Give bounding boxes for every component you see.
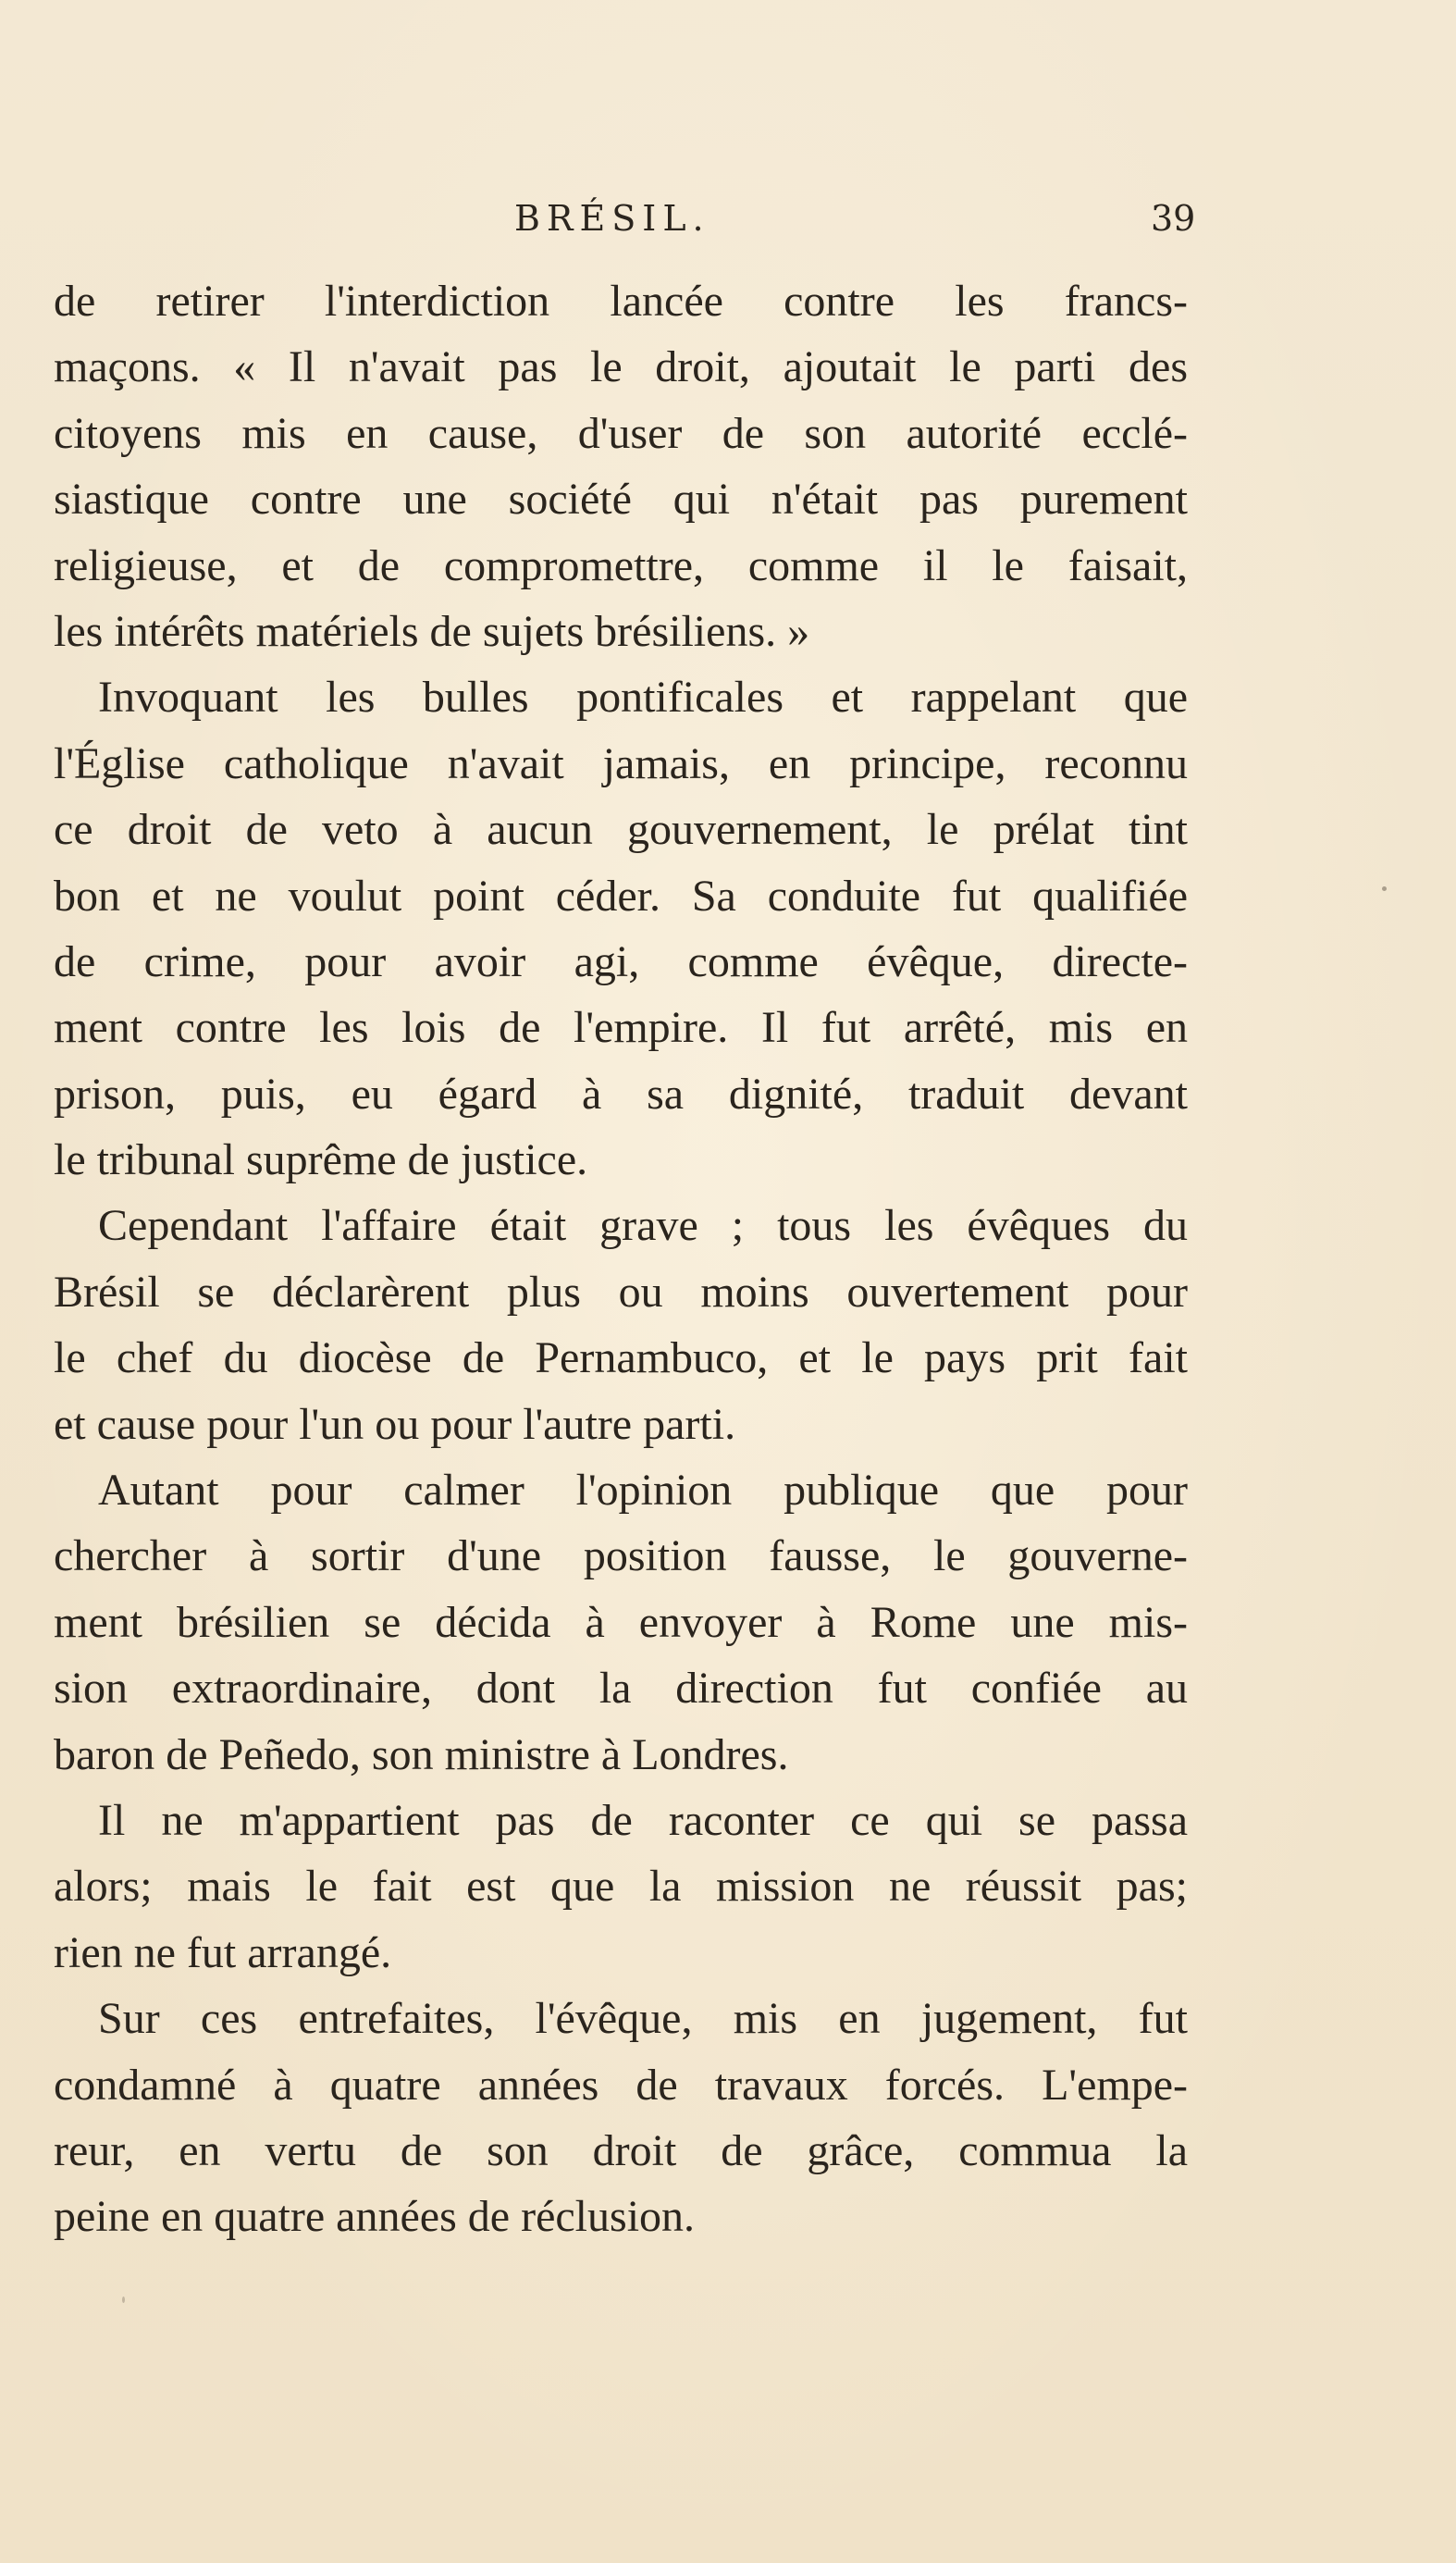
page-header (0, 191, 1456, 246)
text-line: bon et ne voulut point céder. Sa conduite fut qualifiée (54, 871, 1188, 921)
text-line: siastique contre une société qui n'était pas purement (54, 475, 1188, 525)
text-line: alors; mais le fait est que la mission ne réussit pas; (54, 1862, 1188, 1912)
text-line: peine en quatre années de réclusion. (54, 2192, 696, 2242)
text-line: le chef du diocèse de Pernambuco, et le pays prit fait (54, 1333, 1188, 1383)
text-line: de retirer l'interdiction lancée contre les francs- (54, 277, 1188, 326)
text-line: Brésil se déclarèrent plus ou moins ouvertement pour (54, 1267, 1188, 1317)
text-line: prison, puis, eu égard à sa dignité, traduit devant (54, 1069, 1188, 1119)
text-line: citoyens mis en cause, d'user de son autorité ecclé- (54, 408, 1188, 458)
text-line: Sur ces entrefaites, l'évêque, mis en jugement, fut (98, 1994, 1188, 2044)
text-line: reur, en vertu de son droit de grâce, commua la (54, 2125, 1188, 2175)
text-line: ment brésilien se décida à envoyer à Rome une mis- (54, 1597, 1188, 1647)
text-line: Invoquant les bulles pontificales et rappelant que (98, 673, 1188, 723)
text-line: le tribunal suprême de justice. (54, 1135, 588, 1185)
text-line: ment contre les lois de l'empire. Il fut arrêté, mis en (54, 1003, 1188, 1053)
running-head: BRÉSIL. (514, 198, 710, 239)
text-line: maçons. « Il n'avait pas le droit, ajoutait le parti des (54, 342, 1188, 392)
text-line: Il ne m'appartient pas de raconter ce qui se passa (98, 1795, 1188, 1845)
body-text (54, 268, 1188, 2250)
text-line: l'Église catholique n'avait jamais, en principe, reconnu (54, 738, 1188, 788)
paper-speck (122, 2297, 125, 2303)
text-line: rien ne fut arrangé. (54, 1927, 392, 1977)
text-line: sion extraordinaire, dont la direction fut confiée au (54, 1664, 1188, 1714)
text-line: religieuse, et de compromettre, comme il le faisait, (54, 540, 1188, 590)
text-line: Autant pour calmer l'opinion publique que pour (98, 1466, 1188, 1516)
text-line: Cependant l'affaire était grave ; tous les évêques du (98, 1201, 1188, 1251)
text-line: les intérêts matériels de sujets brésiliens. » (54, 606, 810, 656)
text-line: et cause pour l'un ou pour l'autre parti. (54, 1399, 736, 1449)
text-line: ce droit de veto à aucun gouvernement, le prélat tint (54, 805, 1188, 855)
text-line: baron de Peñedo, son ministre à Londres. (54, 1729, 789, 1779)
text-line: de crime, pour avoir agi, comme évêque, directe- (54, 936, 1188, 986)
text-line: chercher à sortir d'une position fausse, le gouverne- (54, 1531, 1188, 1581)
paper-speck (1382, 886, 1387, 891)
page-number: 39 (1151, 198, 1196, 239)
text-line: condamné à quatre années de travaux forcés. L'empe- (54, 2060, 1188, 2110)
